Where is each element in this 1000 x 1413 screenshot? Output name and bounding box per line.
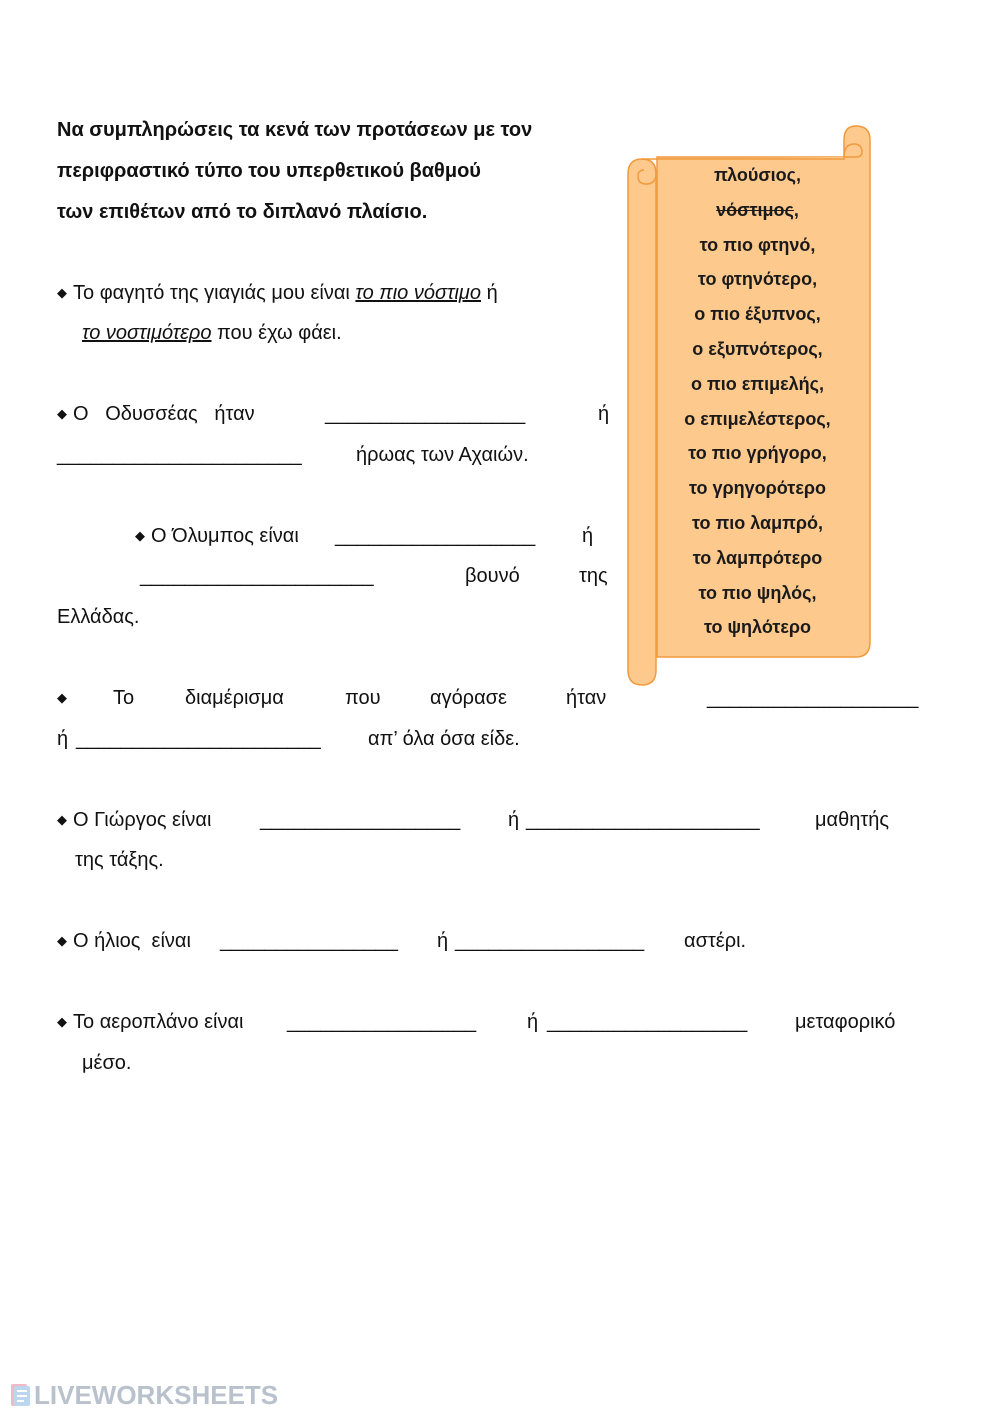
word-bank-item [660, 199, 855, 221]
q1-blank-1[interactable]: __________________ [325, 403, 526, 425]
q2-blank-2[interactable]: _____________________ [140, 565, 374, 587]
word-bank-item-struck: νόστιμος [716, 199, 794, 220]
example-line-2: το νοστιμότερο που έχω φάει. [82, 322, 342, 344]
q2-word-2: της [579, 565, 608, 587]
word-bank-item: ο πιο επιμελής, [690, 373, 825, 394]
q6-end-1: μεταφορικό [795, 1011, 896, 1033]
q3-end: απ’ όλα όσα είδε. [368, 728, 520, 750]
q5-or: ή [437, 930, 449, 952]
q6-blank-1[interactable]: _________________ [287, 1011, 477, 1033]
word-bank-item: το πιο ψηλός, [698, 582, 817, 603]
q3-w4: αγόρασε [430, 687, 507, 709]
q3-blank-1[interactable]: ___________________ [707, 687, 919, 709]
q1-or: ή [598, 403, 610, 425]
word-bank-item: ο πιο έξυπνος, [694, 304, 821, 325]
bullet-icon: ◆ [57, 690, 67, 705]
q5-blank-1[interactable]: ________________ [220, 930, 398, 952]
bullet-icon: ◆ [57, 285, 67, 300]
word-bank-item: ο επιμελέστερος, [684, 408, 831, 429]
q2-blank-1[interactable]: __________________ [335, 525, 536, 547]
q1-blank-2[interactable]: ______________________ [57, 444, 302, 466]
q6-blank-2[interactable]: __________________ [547, 1011, 748, 1033]
q2-or: ή [582, 525, 594, 547]
q4-end-2: της τάξης. [75, 849, 164, 871]
q6-line-1: ◆ Το αεροπλάνο είναι [57, 1011, 244, 1033]
word-bank-item: ο εξυπνότερος, [692, 339, 823, 359]
bullet-icon: ◆ [135, 528, 145, 543]
instructions-line-2: περιφραστικό τύπο του υπερθετικού βαθμού [57, 160, 481, 182]
q3-bullet [57, 686, 73, 712]
q5-end: αστέρι. [684, 930, 747, 952]
example-line-1: ◆ Το φαγητό της γιαγιάς μου είναι το πιο νόστιμο ή [57, 282, 498, 304]
word-bank-comma: , [793, 199, 799, 220]
q3-w5: ήταν [566, 687, 607, 709]
brand-text: LIVEWORKSHEETS [34, 1379, 279, 1410]
q4-blank-1[interactable]: __________________ [260, 809, 461, 831]
q3-w1: Το [113, 687, 135, 709]
word-bank-item: το γρηγορότερο [688, 478, 826, 499]
word-bank-item: το πιο λαμπρό, [691, 513, 824, 533]
bullet-icon: ◆ [57, 406, 67, 421]
q3-w3: που [345, 687, 381, 709]
q6-end-2: μέσο. [82, 1052, 132, 1074]
q5-line-1: ◆ Ο ήλιος είναι [57, 930, 191, 952]
word-bank-item: το πιο φτηνό, [699, 234, 816, 255]
bullet-icon: ◆ [57, 933, 67, 948]
word-bank-item: το φτηνότερο, [697, 269, 818, 290]
q1-line-1: ◆ Ο Οδυσσέας ήταν [57, 403, 255, 425]
q5-blank-2[interactable]: _________________ [455, 930, 645, 952]
q2-word-1: βουνό [465, 565, 520, 587]
q2-line-1: ◆ Ο Όλυμπος είναι [135, 525, 299, 547]
word-bank-item: το πιο γρήγορο, [688, 443, 827, 464]
q3-or: ή [57, 728, 69, 750]
instructions-line-1: Να συμπληρώσεις τα κενά των προτάσεων με τον [57, 119, 533, 141]
q2-end: Ελλάδας. [57, 606, 140, 628]
word-bank-item: πλούσιος, [713, 165, 802, 185]
q1-end: ήρωας των Αχαιών. [356, 444, 529, 466]
bullet-icon: ◆ [57, 812, 67, 827]
example-answer-1: το πιο νόστιμο [355, 282, 482, 304]
instructions-line-3: των επιθέτων από το διπλανό πλαίσιο. [57, 201, 428, 223]
word-bank-item: το ψηλότερο [703, 617, 812, 638]
q4-line-1: ◆ Ο Γιώργος είναι [57, 809, 212, 831]
q3-w2: διαμέρισμα [185, 687, 284, 709]
q4-or: ή [508, 809, 520, 831]
q6-or: ή [527, 1011, 539, 1033]
q3-blank-2[interactable]: ______________________ [76, 728, 321, 750]
q4-end-1: μαθητής [815, 809, 889, 831]
q4-blank-2[interactable]: _____________________ [526, 809, 760, 831]
word-bank-item: το λαμπρότερο [692, 547, 823, 568]
brand-logo [8, 1380, 278, 1410]
example-answer-2: το νοστιμότερο [82, 322, 212, 344]
bullet-icon: ◆ [57, 1014, 67, 1029]
liveworksheets-logo-icon [8, 1382, 32, 1408]
